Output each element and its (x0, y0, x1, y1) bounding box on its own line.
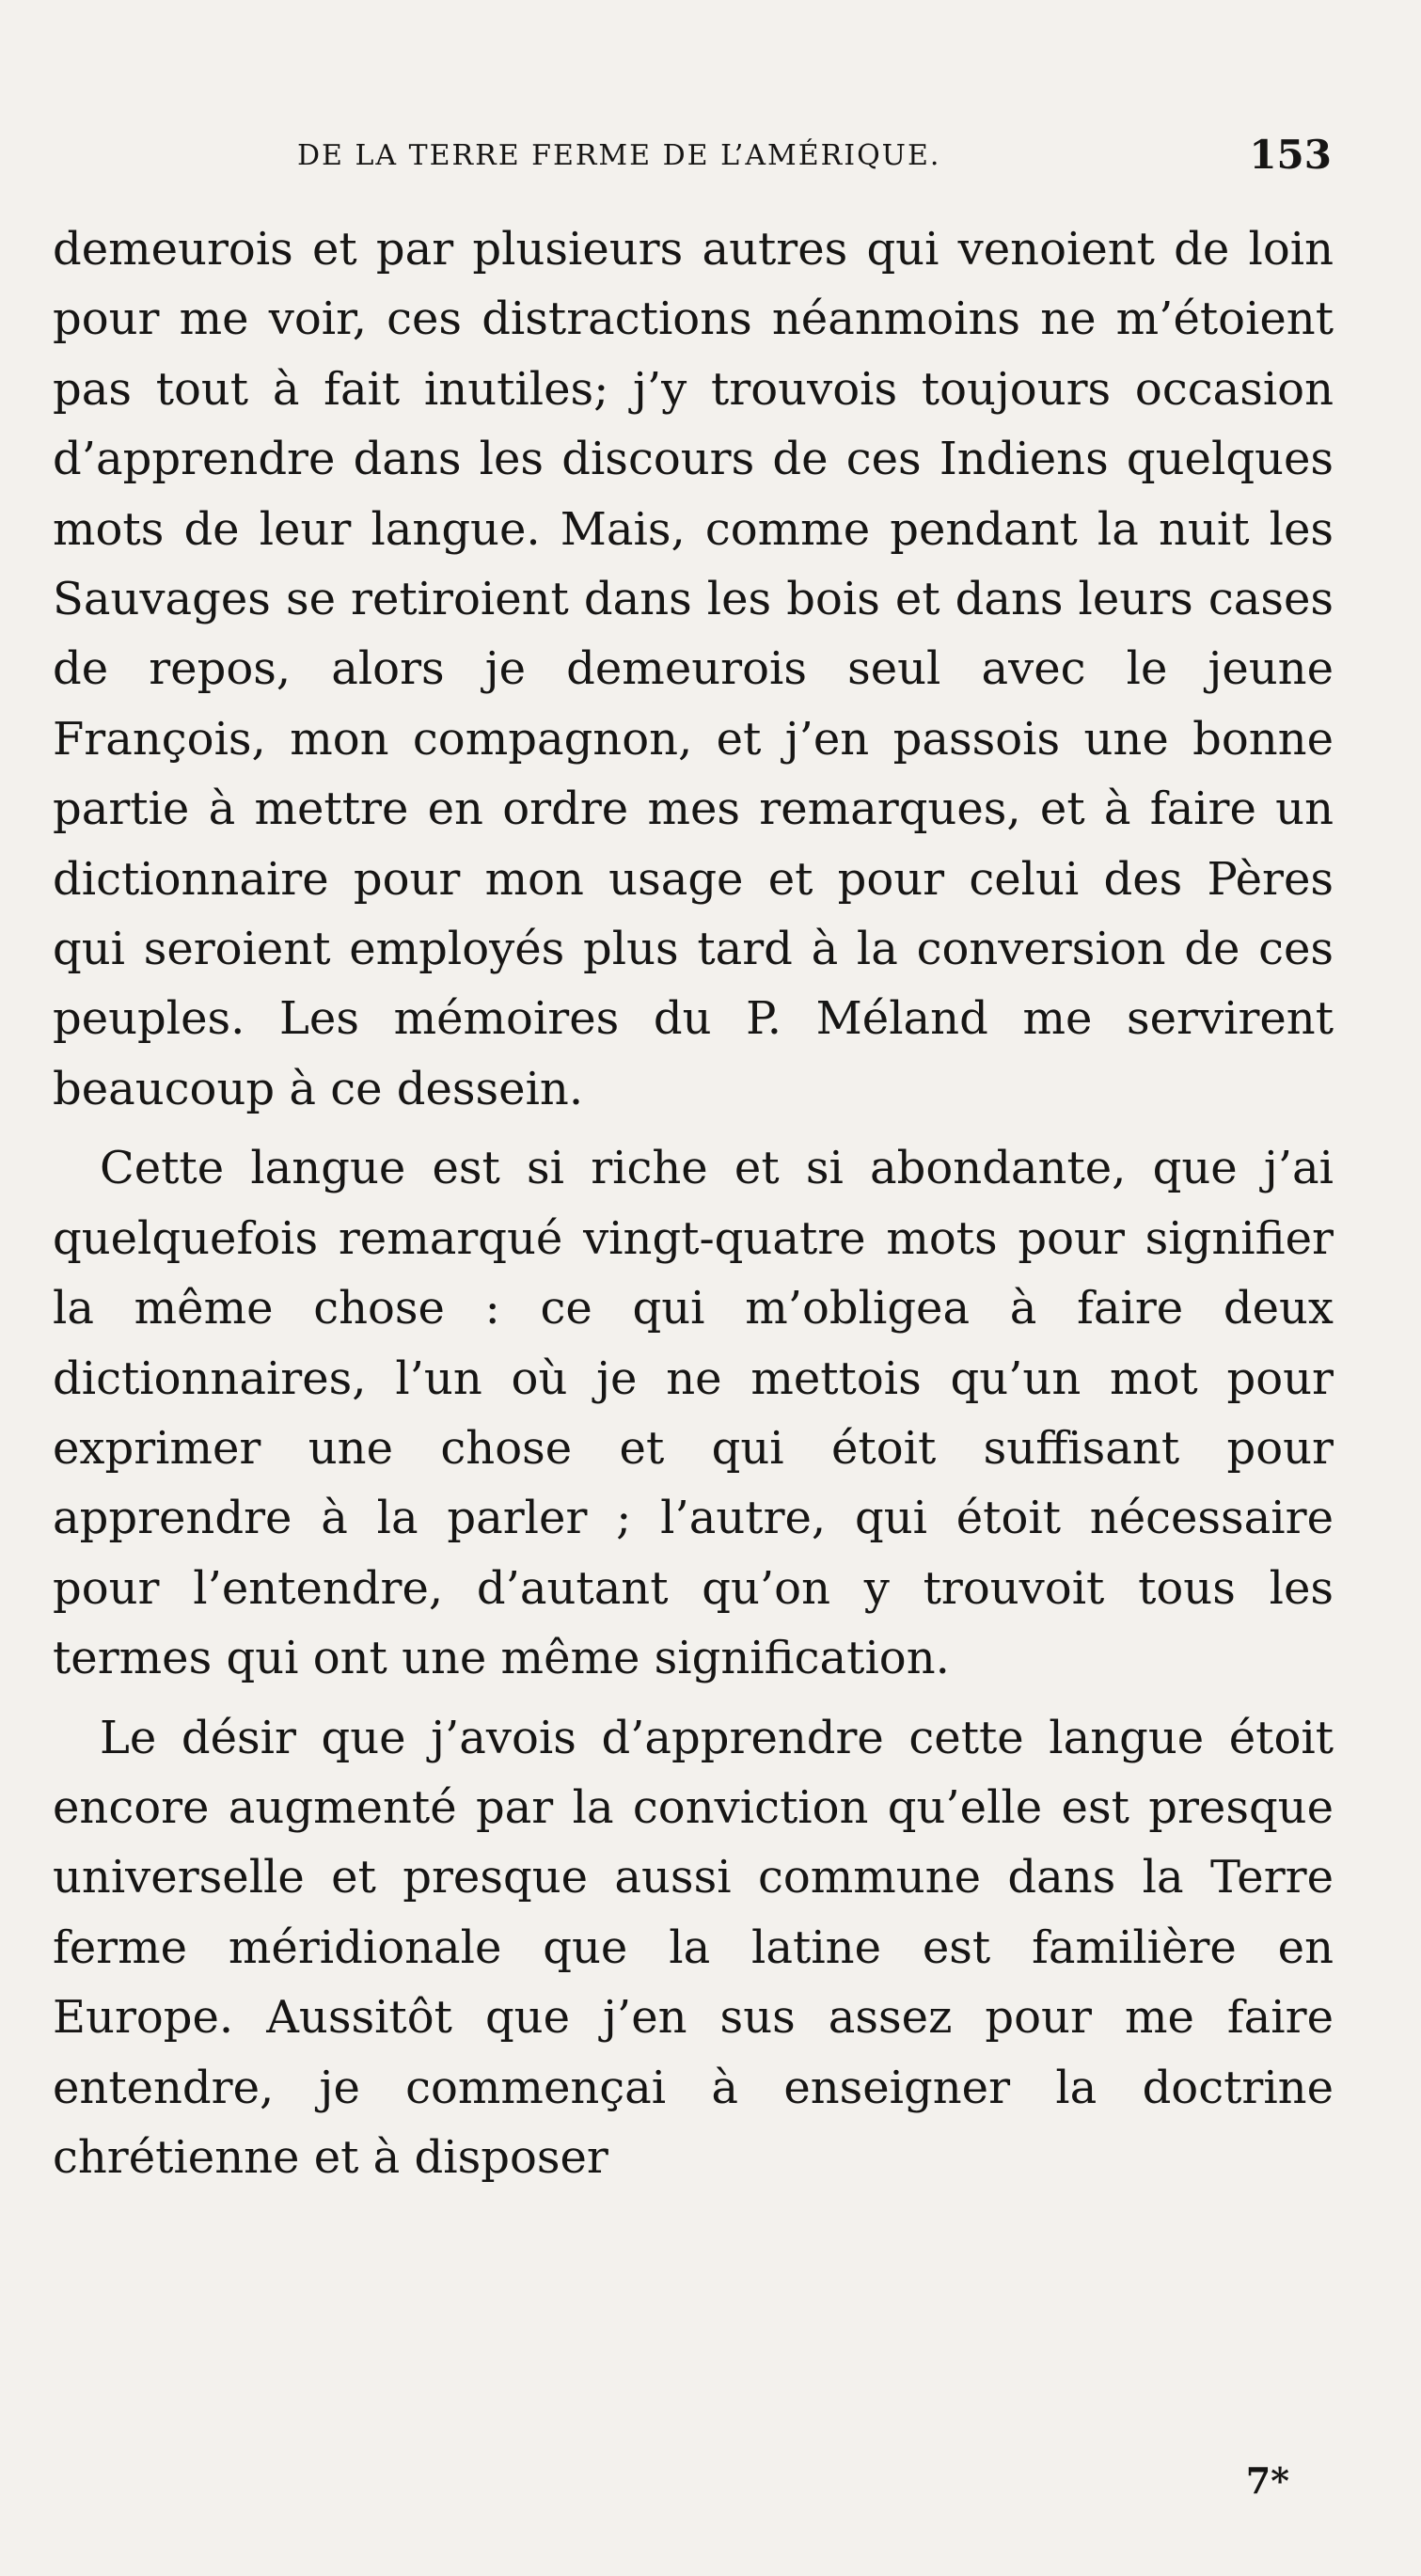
paragraph-continued: demeurois et par plusieurs autres qui venoient de loin pour me voir, ces distractions néanmoins ne m’étoient pas tout à fait inutiles; j’y trouvois toujours occasion d’apprendre dans les discours de ces Indiens quelques mots de leur langue. Mais, comme pendant la nuit les Sauvages se retiroient dans les bois et dans leurs cases de repos, alors je demeurois seul avec le jeune François, mon compagnon, et j’en passois une bonne partie à mettre en ordre mes remarques, et à faire un dictionnaire pour mon usage et pour celui des Pères qui seroient employés plus tard à la conversion de ces peuples. Les mémoires du P. Méland me servirent beaucoup à ce dessein. (53, 223, 1334, 1115)
paragraph: Le désir que j’avois d’apprendre cette langue étoit encore augmenté par la conviction qu’elle est presque universelle et presque aussi commune dans la Terre ferme méridionale que la latine est familière en Europe. Aussitôt que j’en sus assez pour me faire entendre, je commençai à enseigner la doctrine chrétienne et à disposer (53, 1711, 1334, 2184)
running-title: DE LA TERRE FERME DE L’AMÉRIQUE. (297, 139, 941, 172)
signature-mark: 7* (1245, 2459, 1289, 2502)
paragraph: Cette langue est si riche et si abondante, que j’ai quelquefois remarqué vingt-quatre mots pour signifier la même chose : ce qui m’obligea à faire deux dictionnaires, l’un où je ne mettois qu’un mot pour exprimer une chose et qui étoit suffisant pour apprendre à la parler ; l’autre, qui étoit nécessaire pour l’entendre, d’autant qu’on y trouvoit tous les termes qui ont une même signification. (53, 1142, 1334, 1685)
page-number: 153 (1249, 132, 1332, 178)
page-header (218, 132, 1332, 188)
page-body (53, 214, 1334, 2192)
